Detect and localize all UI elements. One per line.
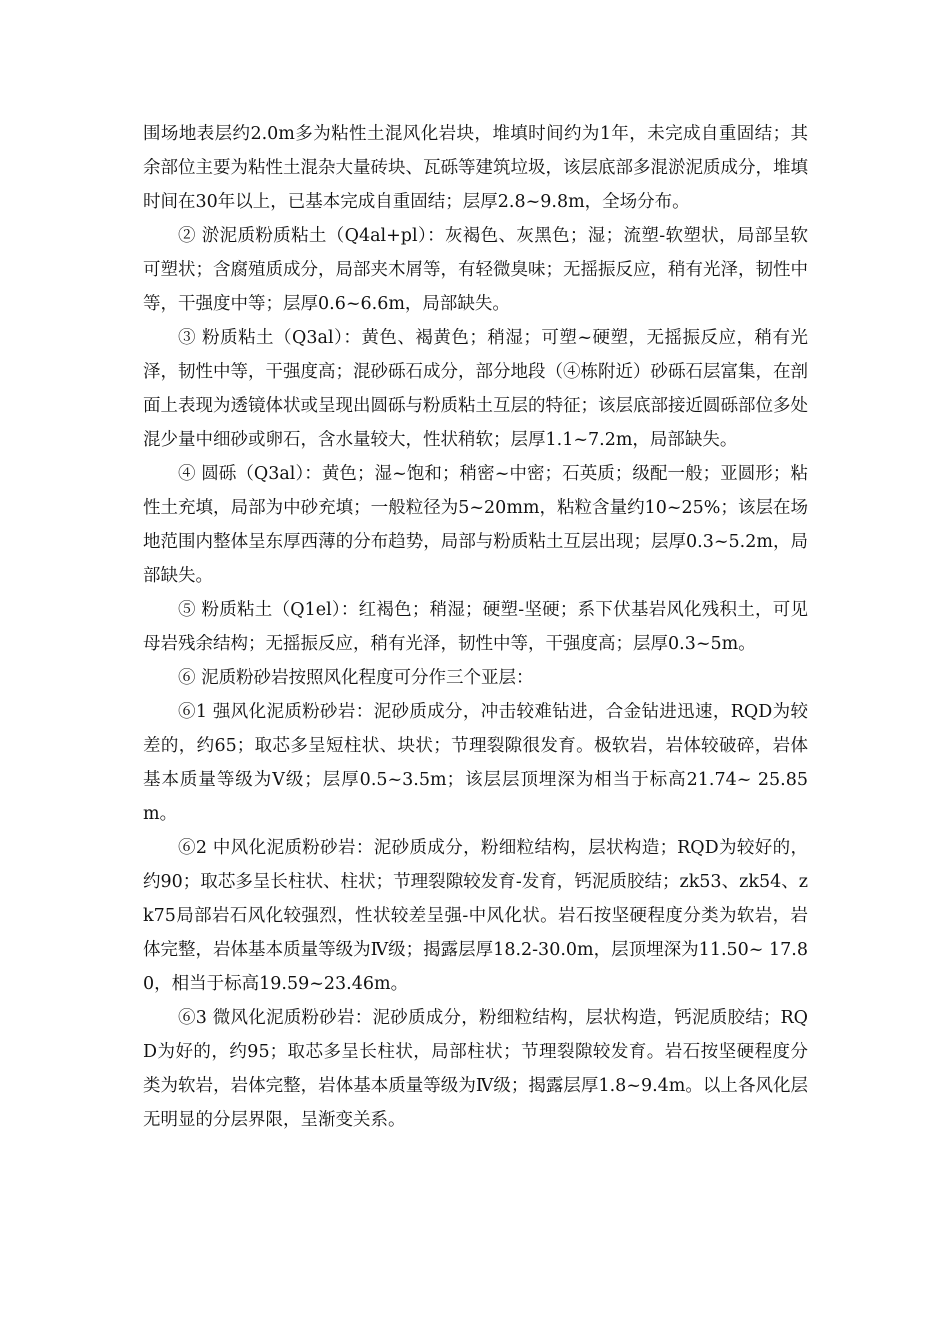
paragraph-layer-3-silty-clay: ③ 粉质粘土（Q3al）：黄色、褐黄色；稍湿；可塑~硬塑，无摇振反应，稍有光泽，韧性中等，干强度高；混砂砾石成分，部分地段（④栋附近）砂砾石层富集，在剖面上表现为透镜体状或呈现出圆砾与粉质粘土互层的特征；该层底部接近圆砾部位多处混少量中细砂或卵石，含水量较大，性状稍软；层厚1.1~7.2m，局部缺失。 <box>143 328 808 450</box>
paragraph-layer-6-intro: ⑥ 泥质粉砂岩按照风化程度可分作三个亚层： <box>178 668 534 688</box>
paragraph-layer-6-3-slightly-weathered: ⑥3 微风化泥质粉砂岩：泥砂质成分，粉细粒结构，层状构造，钙泥质胶结；RQD为好的，约95；取芯多呈长柱状，局部柱状；节理裂隙较发育。岩石按坚硬程度分类为软岩，岩体完整，岩体基本质量等级为Ⅳ级；揭露层厚1.8~9.4m。以上各风化层无明显的分层界限，呈渐变关系。 <box>143 1008 808 1130</box>
paragraph-layer-6-2-moderately-weathered: ⑥2 中风化泥质粉砂岩：泥砂质成分，粉细粒结构，层状构造；RQD为较好的，约90；取芯多呈长柱状、柱状；节理裂隙较发育-发育，钙泥质胶结；zk53、zk54、zk75局部岩石风化较强烈，性状较差呈强-中风化状。岩石按坚硬程度分类为软岩，岩体完整，岩体基本质量等级为Ⅳ级；揭露层厚18.2-30.0m，层顶埋深为11.50~ 17.80，相当于标高19.59~23.46m。 <box>143 838 808 994</box>
paragraph-fill-continuation: 围场地表层约2.0m多为粘性土混风化岩块，堆填时间约为1年，未完成自重固结；其余部位主要为粘性土混杂大量砖块、瓦砾等建筑垃圾，该层底部多混淤泥质成分，堆填时间在30年以上，已基本完成自重固结；层厚2.8~9.8m，全场分布。 <box>143 124 808 212</box>
paragraph-layer-5-silty-clay: ⑤ 粉质粘土（Q1el）：红褐色；稍湿；硬塑-坚硬；系下伏基岩风化残积土，可见母岩残余结构；无摇振反应，稍有光泽，韧性中等，干强度高；层厚0.3~5m。 <box>143 600 808 654</box>
document-body <box>143 117 808 1137</box>
paragraph-layer-4-gravel: ④ 圆砾（Q3al）：黄色；湿~饱和；稍密~中密；石英质；级配一般；亚圆形；粘性土充填，局部为中砂充填；一般粒径为5~20mm，粘粒含量约10~25%；该层在场地范围内整体呈东厚西薄的分布趋势，局部与粉质粘土互层出现；层厚0.3~5.2m，局部缺失。 <box>143 464 808 586</box>
paragraph-layer-2-muddy-silty-clay: ② 淤泥质粉质粘土（Q4al+pl）：灰褐色、灰黑色；湿；流塑-软塑状，局部呈软可塑状；含腐殖质成分，局部夹木屑等，有轻微臭味；无摇振反应，稍有光泽，韧性中等，干强度中等；层厚0.6~6.6m，局部缺失。 <box>143 226 808 314</box>
paragraph-layer-6-1-strongly-weathered: ⑥1 强风化泥质粉砂岩：泥砂质成分，冲击较难钻进，合金钻进迅速，RQD为较差的，约65；取芯多呈短柱状、块状；节理裂隙很发育。极软岩，岩体较破碎，岩体基本质量等级为Ⅴ级；层厚0.5~3.5m；该层层顶埋深为相当于标高21.74~ 25.85m。 <box>143 702 808 824</box>
